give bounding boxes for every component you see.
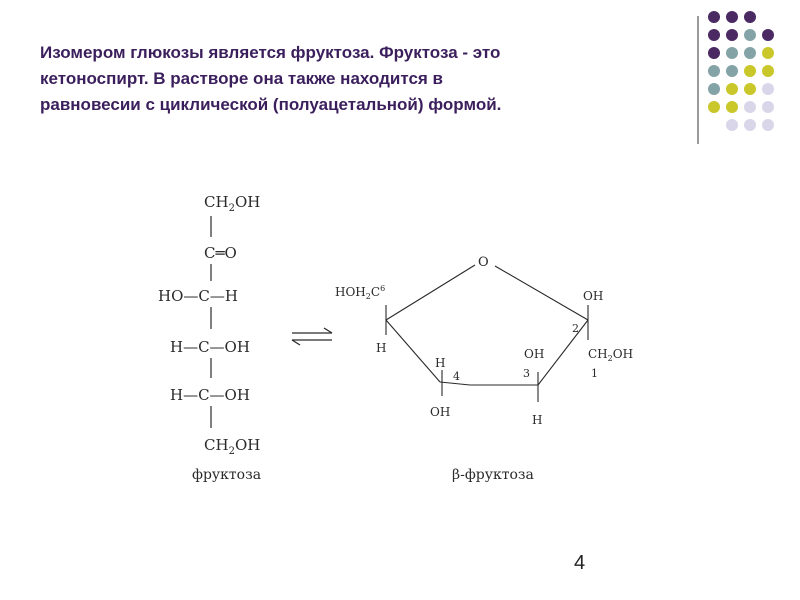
c3-number-label: 3 xyxy=(523,367,530,380)
c2-oh-label: OH xyxy=(583,289,604,303)
decorative-dot xyxy=(744,119,756,131)
c4-number-label: 4 xyxy=(453,370,460,383)
decorative-dot xyxy=(708,101,720,113)
decorative-dot xyxy=(744,101,756,113)
decorative-dot-grid xyxy=(708,11,778,131)
title-line: кетоноспирт. В растворе она также находится в xyxy=(40,69,443,88)
decorative-dot xyxy=(726,29,738,41)
decorative-dot xyxy=(708,83,720,95)
decorative-dot xyxy=(762,29,774,41)
c3-h-label: H xyxy=(532,413,543,427)
c4-h-label: H xyxy=(435,356,446,370)
decorative-divider xyxy=(697,16,699,144)
decorative-dot xyxy=(744,11,756,23)
decorative-dot xyxy=(744,29,756,41)
furanose-ring xyxy=(386,265,588,402)
c2-number-label: 2 xyxy=(572,322,579,335)
decorative-dot xyxy=(708,29,720,41)
equilibrium-arrow-icon xyxy=(292,328,332,345)
c1-number-label: 1 xyxy=(591,367,598,380)
decorative-dot xyxy=(726,101,738,113)
c4-oh-label: OH xyxy=(430,405,451,419)
decorative-dot xyxy=(726,119,738,131)
chain-row-6: $CH_2OH$ xyxy=(204,436,261,457)
decorative-dot xyxy=(726,65,738,77)
decorative-dot xyxy=(762,47,774,59)
decorative-dot xyxy=(708,65,720,77)
cyclic-caption: β-фруктоза xyxy=(452,467,534,483)
fructose-structures-figure xyxy=(140,180,680,500)
page-number: 4 xyxy=(574,552,586,574)
slide-title xyxy=(40,40,690,118)
decorative-dot xyxy=(762,65,774,77)
decorative-dot xyxy=(762,83,774,95)
cyclic-beta-fructose xyxy=(335,255,633,483)
chain-row-1: $CH_2OH$ xyxy=(204,193,261,214)
title-line: равновесии с циклической (полуацетальной) формой. xyxy=(40,95,502,114)
chain-row-5: H—C—OH xyxy=(170,386,250,404)
c6-group-label: $HOH_2C^6$ xyxy=(335,284,386,301)
decorative-dot xyxy=(762,101,774,113)
decorative-dot xyxy=(762,119,774,131)
title-line: Изомером глюкозы является фруктоза. Фруктоза - это xyxy=(40,43,501,62)
chain-row-2: C═O xyxy=(204,244,237,262)
decorative-dot xyxy=(726,11,738,23)
decorative-dot xyxy=(744,47,756,59)
ring-oxygen-label: O xyxy=(478,255,489,270)
decorative-dot xyxy=(708,47,720,59)
decorative-dot xyxy=(744,83,756,95)
chain-row-4: H—C—OH xyxy=(170,338,250,356)
decorative-dot xyxy=(726,47,738,59)
c5-h-label: H xyxy=(376,341,387,355)
open-chain-caption: фруктоза xyxy=(192,467,262,483)
chain-row-3: HO—C—H xyxy=(158,287,238,305)
c3-oh-label: OH xyxy=(524,347,545,361)
decorative-dot xyxy=(726,83,738,95)
decorative-dot xyxy=(744,65,756,77)
open-chain-fructose xyxy=(158,193,261,483)
c1-group-label: $CH_2OH$ xyxy=(588,347,634,363)
decorative-dot xyxy=(708,11,720,23)
